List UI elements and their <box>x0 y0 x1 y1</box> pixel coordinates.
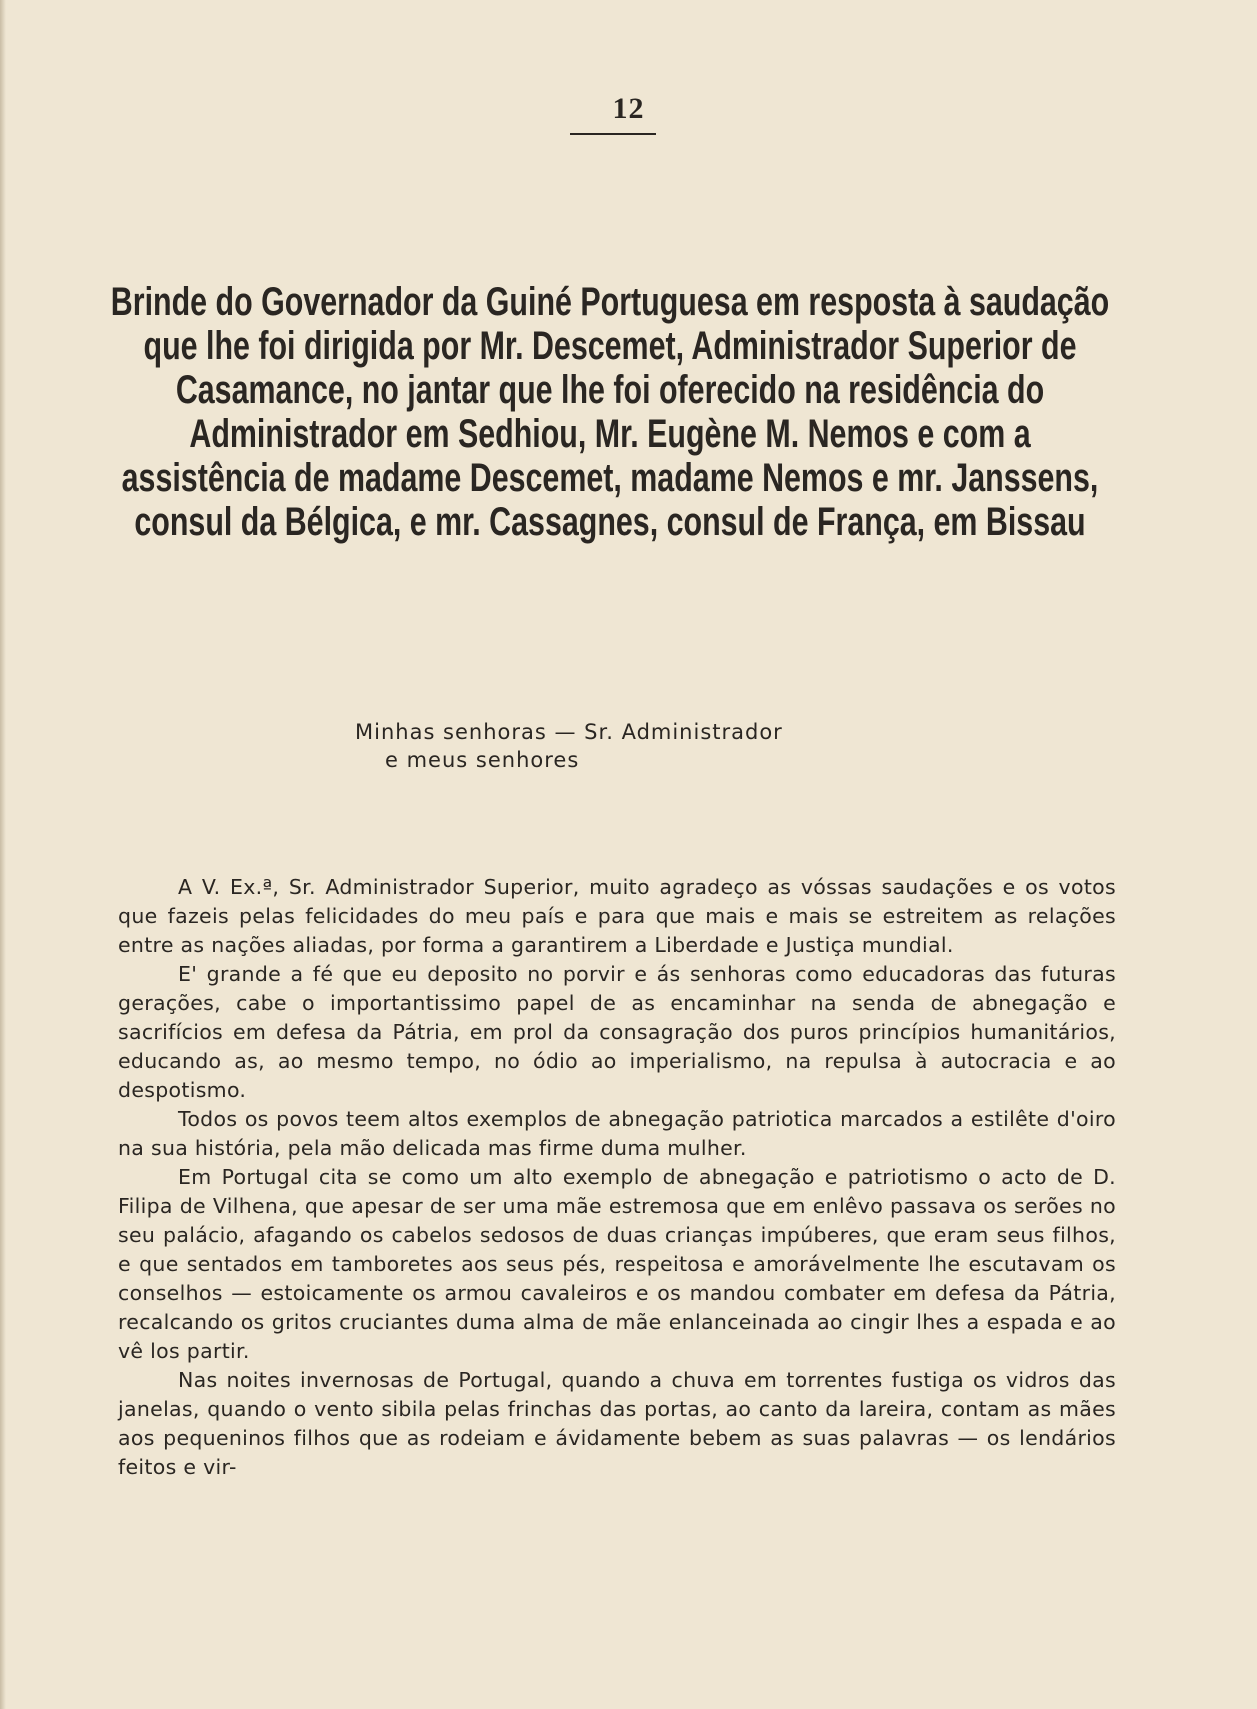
salutation <box>355 718 783 774</box>
salutation-line-2: e meus senhores <box>385 748 580 772</box>
paragraph: Nas noites invernosas de Portugal, quando a chuva em torrentes fustiga os vidros das janelas, quando o vento sibila pelas frinchas das portas, ao canto da lareira, contam as mães aos pequeninos filhos que as rodeiam e ávidamente bebem as suas palavras — os lendários feitos e vir- <box>118 1368 1116 1479</box>
toast-heading: Brinde do Governador da Guiné Portuguesa em resposta à saudação que lhe foi dirigida por Mr. Descemet, Administrador Superior de Casamance, no jantar que lhe foi oferecido na residência do Administrador em Sedhiou, Mr. Eugène M. Nemos e com a assistência de madame Descemet, madame Nemos e mr. Janssens, consul da Bélgica, e mr. Cassagnes, consul de França, em Bissau <box>110 280 1110 544</box>
paragraph: Em Portugal cita se como um alto exemplo de abnegação e patriotismo o acto de D. Filipa de Vilhena, que apesar de ser uma mãe estremosa que em enlêvo passava os serões no seu palácio, afagando os cabelos sedosos de duas crianças impúberes, que eram seus filhos, e que sentados em tamboretes aos seus pés, respeitosa e amorávelmente lhe escutavam os conselhos — estoicamente os armou cavaleiros e os mandou combater em defesa da Pátria, recalcando os gritos cruciantes duma alma de mãe enlanceinada ao cingir lhes a espada e ao vê los partir. <box>118 1165 1116 1363</box>
page-number: 12 <box>612 92 645 125</box>
paragraph: A V. Ex.ª, Sr. Administrador Superior, muito agradeço as vóssas saudações e os votos que fazeis pelas felicidades do meu país e para que mais e mais se estreitem as relações entre as nações aliadas, por forma a garantirem a Liberdade e Justiça mundial. <box>118 875 1116 957</box>
speech-body <box>118 873 1116 1482</box>
paragraph: Todos os povos teem altos exemplos de abnegação patriotica marcados a estilête d'oiro na sua história, pela mão delicada mas firme duma mulher. <box>118 1107 1116 1160</box>
salutation-line-1: Minhas senhoras — Sr. Administrador <box>355 720 783 744</box>
page-number-rule <box>570 133 656 135</box>
page-edge <box>0 0 6 1709</box>
paragraph: E' grande a fé que eu deposito no porvir e ás senhoras como educadoras das futuras gerações, cabe o importantissimo papel de as encaminhar na senda de abnegação e sacrifícios em defesa da Pátria, em prol da consagração dos puros princípios humanitários, educando as, ao mesmo tempo, no ódio ao imperialismo, na repulsa à autocracia e ao despotismo. <box>118 962 1116 1102</box>
